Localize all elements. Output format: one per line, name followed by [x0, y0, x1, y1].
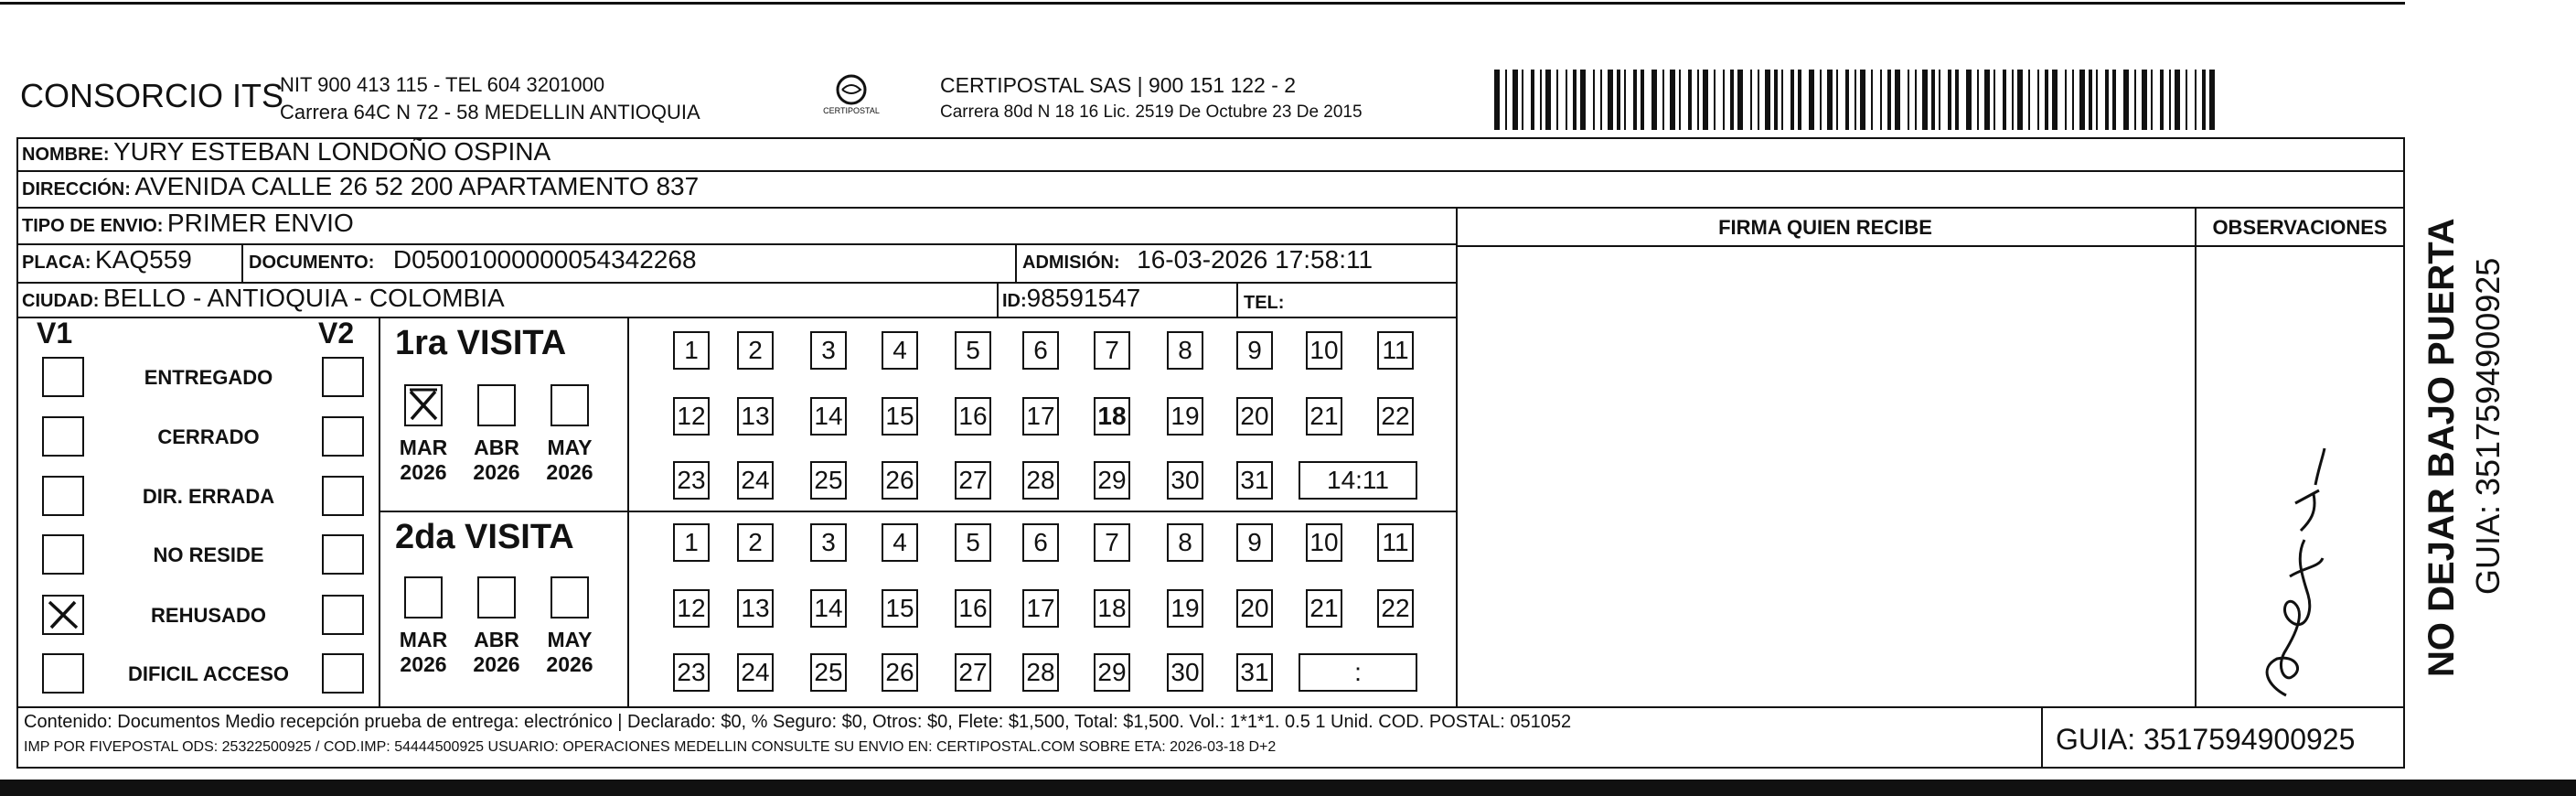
observaciones-header: OBSERVACIONES	[2212, 216, 2388, 239]
v2-checkbox[interactable]	[322, 416, 364, 457]
day-box[interactable]: 14	[810, 589, 847, 628]
v1-checkbox[interactable]	[42, 357, 84, 397]
day-box[interactable]: 10	[1306, 523, 1342, 562]
top-edge-line	[0, 2, 2405, 5]
month-checkbox[interactable]	[550, 384, 589, 426]
v2-checkbox[interactable]	[322, 653, 364, 694]
bottom-edge-band	[0, 780, 2576, 796]
tipo-envio-value: PRIMER ENVIO	[166, 209, 354, 237]
day-box[interactable]: 1	[673, 331, 710, 370]
status-label: DIR. ERRADA	[142, 485, 275, 508]
day-box[interactable]: 26	[882, 461, 918, 500]
footer-guia: GUIA: 3517594900925	[2056, 723, 2356, 756]
v2-checkbox[interactable]	[322, 476, 364, 516]
footer-content: Contenido: Documentos Medio recepción prueba de entrega: electrónico | Declarado: $0, % Seguro: $0, Otros: $0, Flete: $1,500, Total: $1,500. Vol.: 1*1*1. 0.5 1 Unid. COD. POSTAL: 051052	[24, 712, 1572, 732]
month-year: 2026	[546, 460, 593, 484]
day-box[interactable]: 21	[1306, 397, 1342, 436]
v2-checkbox[interactable]	[322, 595, 364, 635]
firma-area[interactable]	[1459, 249, 2191, 703]
day-box[interactable]: 12	[673, 589, 710, 628]
company-name: CONSORCIO ITS	[20, 77, 284, 114]
v1-checkbox[interactable]	[42, 476, 84, 516]
day-box[interactable]: 23	[673, 653, 710, 692]
id-cell	[1002, 284, 1140, 313]
day-box[interactable]: 24	[737, 653, 774, 692]
status-label: DIFICIL ACCESO	[127, 662, 289, 685]
month-year: 2026	[473, 652, 520, 676]
status-label: REHUSADO	[151, 604, 266, 627]
month-year: 2026	[400, 652, 447, 676]
nombre-value: YURY ESTEBAN LONDOÑO OSPINA	[113, 137, 551, 166]
day-box[interactable]: 16	[955, 397, 991, 436]
month-name: ABR	[474, 436, 519, 459]
check-mark-icon	[44, 597, 82, 633]
month-name: MAR	[399, 628, 448, 651]
nombre-row	[22, 137, 550, 167]
day-box[interactable]: 16	[955, 589, 991, 628]
ciudad-label: CIUDAD:	[22, 291, 100, 311]
day-box[interactable]: 31	[1236, 461, 1273, 500]
v1-checkbox[interactable]	[42, 595, 84, 635]
day-box[interactable]: 24	[737, 461, 774, 500]
month-year: 2026	[473, 460, 520, 484]
documento-cell	[249, 245, 697, 274]
certipostal-address: Carrera 80d N 18 16 Lic. 2519 De Octubre 23 De 2015	[940, 102, 1363, 122]
visit2-title: 2da VISITA	[395, 518, 574, 556]
v2-header: V2	[318, 317, 355, 350]
tel-cell	[1244, 285, 1284, 315]
ciudad-cell	[22, 284, 505, 313]
documento-value: D05001000000054342268	[392, 245, 697, 274]
month-name: MAR	[399, 436, 448, 459]
day-box[interactable]: 4	[882, 331, 918, 370]
day-box[interactable]: 1	[673, 523, 710, 562]
day-box[interactable]: 6	[1022, 523, 1059, 562]
day-box[interactable]: 11	[1377, 331, 1414, 370]
day-box[interactable]: 28	[1022, 653, 1059, 692]
id-label: ID:	[1002, 291, 1027, 311]
day-box[interactable]: 18	[1094, 397, 1130, 436]
day-box[interactable]: 3	[810, 523, 847, 562]
direccion-row	[22, 172, 699, 201]
month-label	[391, 436, 455, 485]
direccion-label: DIRECCIÓN:	[22, 179, 131, 199]
day-box[interactable]: 9	[1236, 523, 1273, 562]
day-box[interactable]: 26	[882, 653, 918, 692]
admision-cell	[1022, 245, 1373, 274]
day-box[interactable]: 12	[673, 397, 710, 436]
day-box[interactable]: 18	[1094, 589, 1130, 628]
day-box[interactable]: 17	[1022, 589, 1059, 628]
month-label	[538, 628, 602, 677]
placa-label: PLACA:	[22, 253, 91, 273]
day-box[interactable]: 28	[1022, 461, 1059, 500]
day-box[interactable]: 13	[737, 589, 774, 628]
company-nit: NIT 900 413 115 - TEL 604 3201000	[280, 73, 605, 96]
admision-label: ADMISIÓN:	[1022, 253, 1120, 273]
day-box[interactable]: 17	[1022, 397, 1059, 436]
month-label	[465, 628, 529, 677]
company-address: Carrera 64C N 72 - 58 MEDELLIN ANTIOQUIA	[280, 101, 700, 124]
month-name: ABR	[474, 628, 519, 651]
v2-checkbox[interactable]	[322, 534, 364, 575]
day-box[interactable]: 27	[955, 653, 991, 692]
day-box[interactable]: 25	[810, 461, 847, 500]
certipostal-logo	[812, 71, 891, 123]
month-year: 2026	[400, 460, 447, 484]
day-box[interactable]: 27	[955, 461, 991, 500]
day-box[interactable]: 8	[1167, 331, 1203, 370]
day-box[interactable]: 23	[673, 461, 710, 500]
month-name: MAY	[547, 628, 593, 651]
day-box[interactable]: 30	[1167, 653, 1203, 692]
month-year: 2026	[546, 652, 593, 676]
day-box[interactable]: 13	[737, 397, 774, 436]
day-box[interactable]: 2	[737, 331, 774, 370]
direccion-value: AVENIDA CALLE 26 52 200 APARTAMENTO 837	[134, 172, 700, 200]
day-box[interactable]: 22	[1377, 397, 1414, 436]
documento-label: DOCUMENTO:	[249, 253, 375, 273]
day-box[interactable]: 29	[1094, 461, 1130, 500]
side-guia: GUIA: 3517594900925	[2469, 257, 2507, 595]
day-box[interactable]: 25	[810, 653, 847, 692]
day-box[interactable]: 3	[810, 331, 847, 370]
placa-value: KAQ559	[95, 245, 192, 274]
month-label	[465, 436, 529, 485]
status-label: CERRADO	[157, 425, 260, 448]
day-box[interactable]: 8	[1167, 523, 1203, 562]
day-box[interactable]: 5	[955, 523, 991, 562]
day-box[interactable]: 31	[1236, 653, 1273, 692]
certipostal-nit: CERTIPOSTAL SAS | 900 151 122 - 2	[940, 73, 1297, 97]
tipo-envio-row	[22, 209, 354, 238]
day-box[interactable]: 9	[1236, 331, 1273, 370]
day-box[interactable]: 2	[737, 523, 774, 562]
day-box[interactable]: 19	[1167, 397, 1203, 436]
day-box[interactable]: 30	[1167, 461, 1203, 500]
status-label: NO RESIDE	[153, 543, 264, 566]
time-box[interactable]: 14:11	[1299, 461, 1417, 500]
handwritten-signature	[2231, 430, 2350, 705]
month-name: MAY	[547, 436, 593, 459]
day-box[interactable]: 15	[882, 589, 918, 628]
time-box[interactable]: :	[1299, 653, 1417, 692]
firma-header: FIRMA QUIEN RECIBE	[1718, 216, 1932, 239]
month-checkbox[interactable]	[477, 576, 516, 619]
day-box[interactable]: 21	[1306, 589, 1342, 628]
check-mark-icon	[406, 386, 441, 425]
day-box[interactable]: 29	[1094, 653, 1130, 692]
day-box[interactable]: 5	[955, 331, 991, 370]
side-warning: NO DEJAR BAJO PUERTA	[2421, 218, 2462, 677]
day-box[interactable]: 11	[1377, 523, 1414, 562]
month-label	[391, 628, 455, 677]
day-box[interactable]: 20	[1236, 397, 1273, 436]
v1-header: V1	[37, 317, 73, 350]
tipo-envio-label: TIPO DE ENVIO:	[22, 216, 164, 236]
month-checkbox[interactable]	[477, 384, 516, 426]
v2-checkbox[interactable]	[322, 357, 364, 397]
day-box[interactable]: 7	[1094, 523, 1130, 562]
day-box[interactable]: 20	[1236, 589, 1273, 628]
v1-checkbox[interactable]	[42, 653, 84, 694]
v1-checkbox[interactable]	[42, 416, 84, 457]
month-label	[538, 436, 602, 485]
day-box[interactable]: 22	[1377, 589, 1414, 628]
barcode	[1491, 68, 2231, 132]
day-box[interactable]: 6	[1022, 331, 1059, 370]
day-box[interactable]: 10	[1306, 331, 1342, 370]
month-checkbox[interactable]	[404, 384, 443, 426]
month-checkbox[interactable]	[550, 576, 589, 619]
day-box[interactable]: 14	[810, 397, 847, 436]
id-value: 98591547	[1026, 284, 1141, 312]
tel-label: TEL:	[1244, 293, 1285, 313]
admision-value: 16-03-2026 17:58:11	[1137, 245, 1374, 274]
v1-checkbox[interactable]	[42, 534, 84, 575]
logo-text: CERTIPOSTAL	[823, 106, 880, 115]
day-box[interactable]: 19	[1167, 589, 1203, 628]
day-box[interactable]: 7	[1094, 331, 1130, 370]
month-checkbox[interactable]	[404, 576, 443, 619]
nombre-label: NOMBRE:	[22, 145, 110, 165]
placa-cell	[22, 245, 192, 274]
visit1-title: 1ra VISITA	[395, 324, 567, 362]
day-box[interactable]: 15	[882, 397, 918, 436]
footer-impresion: IMP POR FIVEPOSTAL ODS: 25322500925 / COD.IMP: 54444500925 USUARIO: OPERACIONES MEDELLIN CONSULTE SU ENVIO EN: CERTIPOSTAL.COM SOBRE ETA: 2026-03-18 D+2	[24, 739, 1277, 755]
status-label: ENTREGADO	[144, 366, 273, 389]
ciudad-value: BELLO - ANTIOQUIA - COLOMBIA	[102, 284, 505, 312]
day-box[interactable]: 4	[882, 523, 918, 562]
